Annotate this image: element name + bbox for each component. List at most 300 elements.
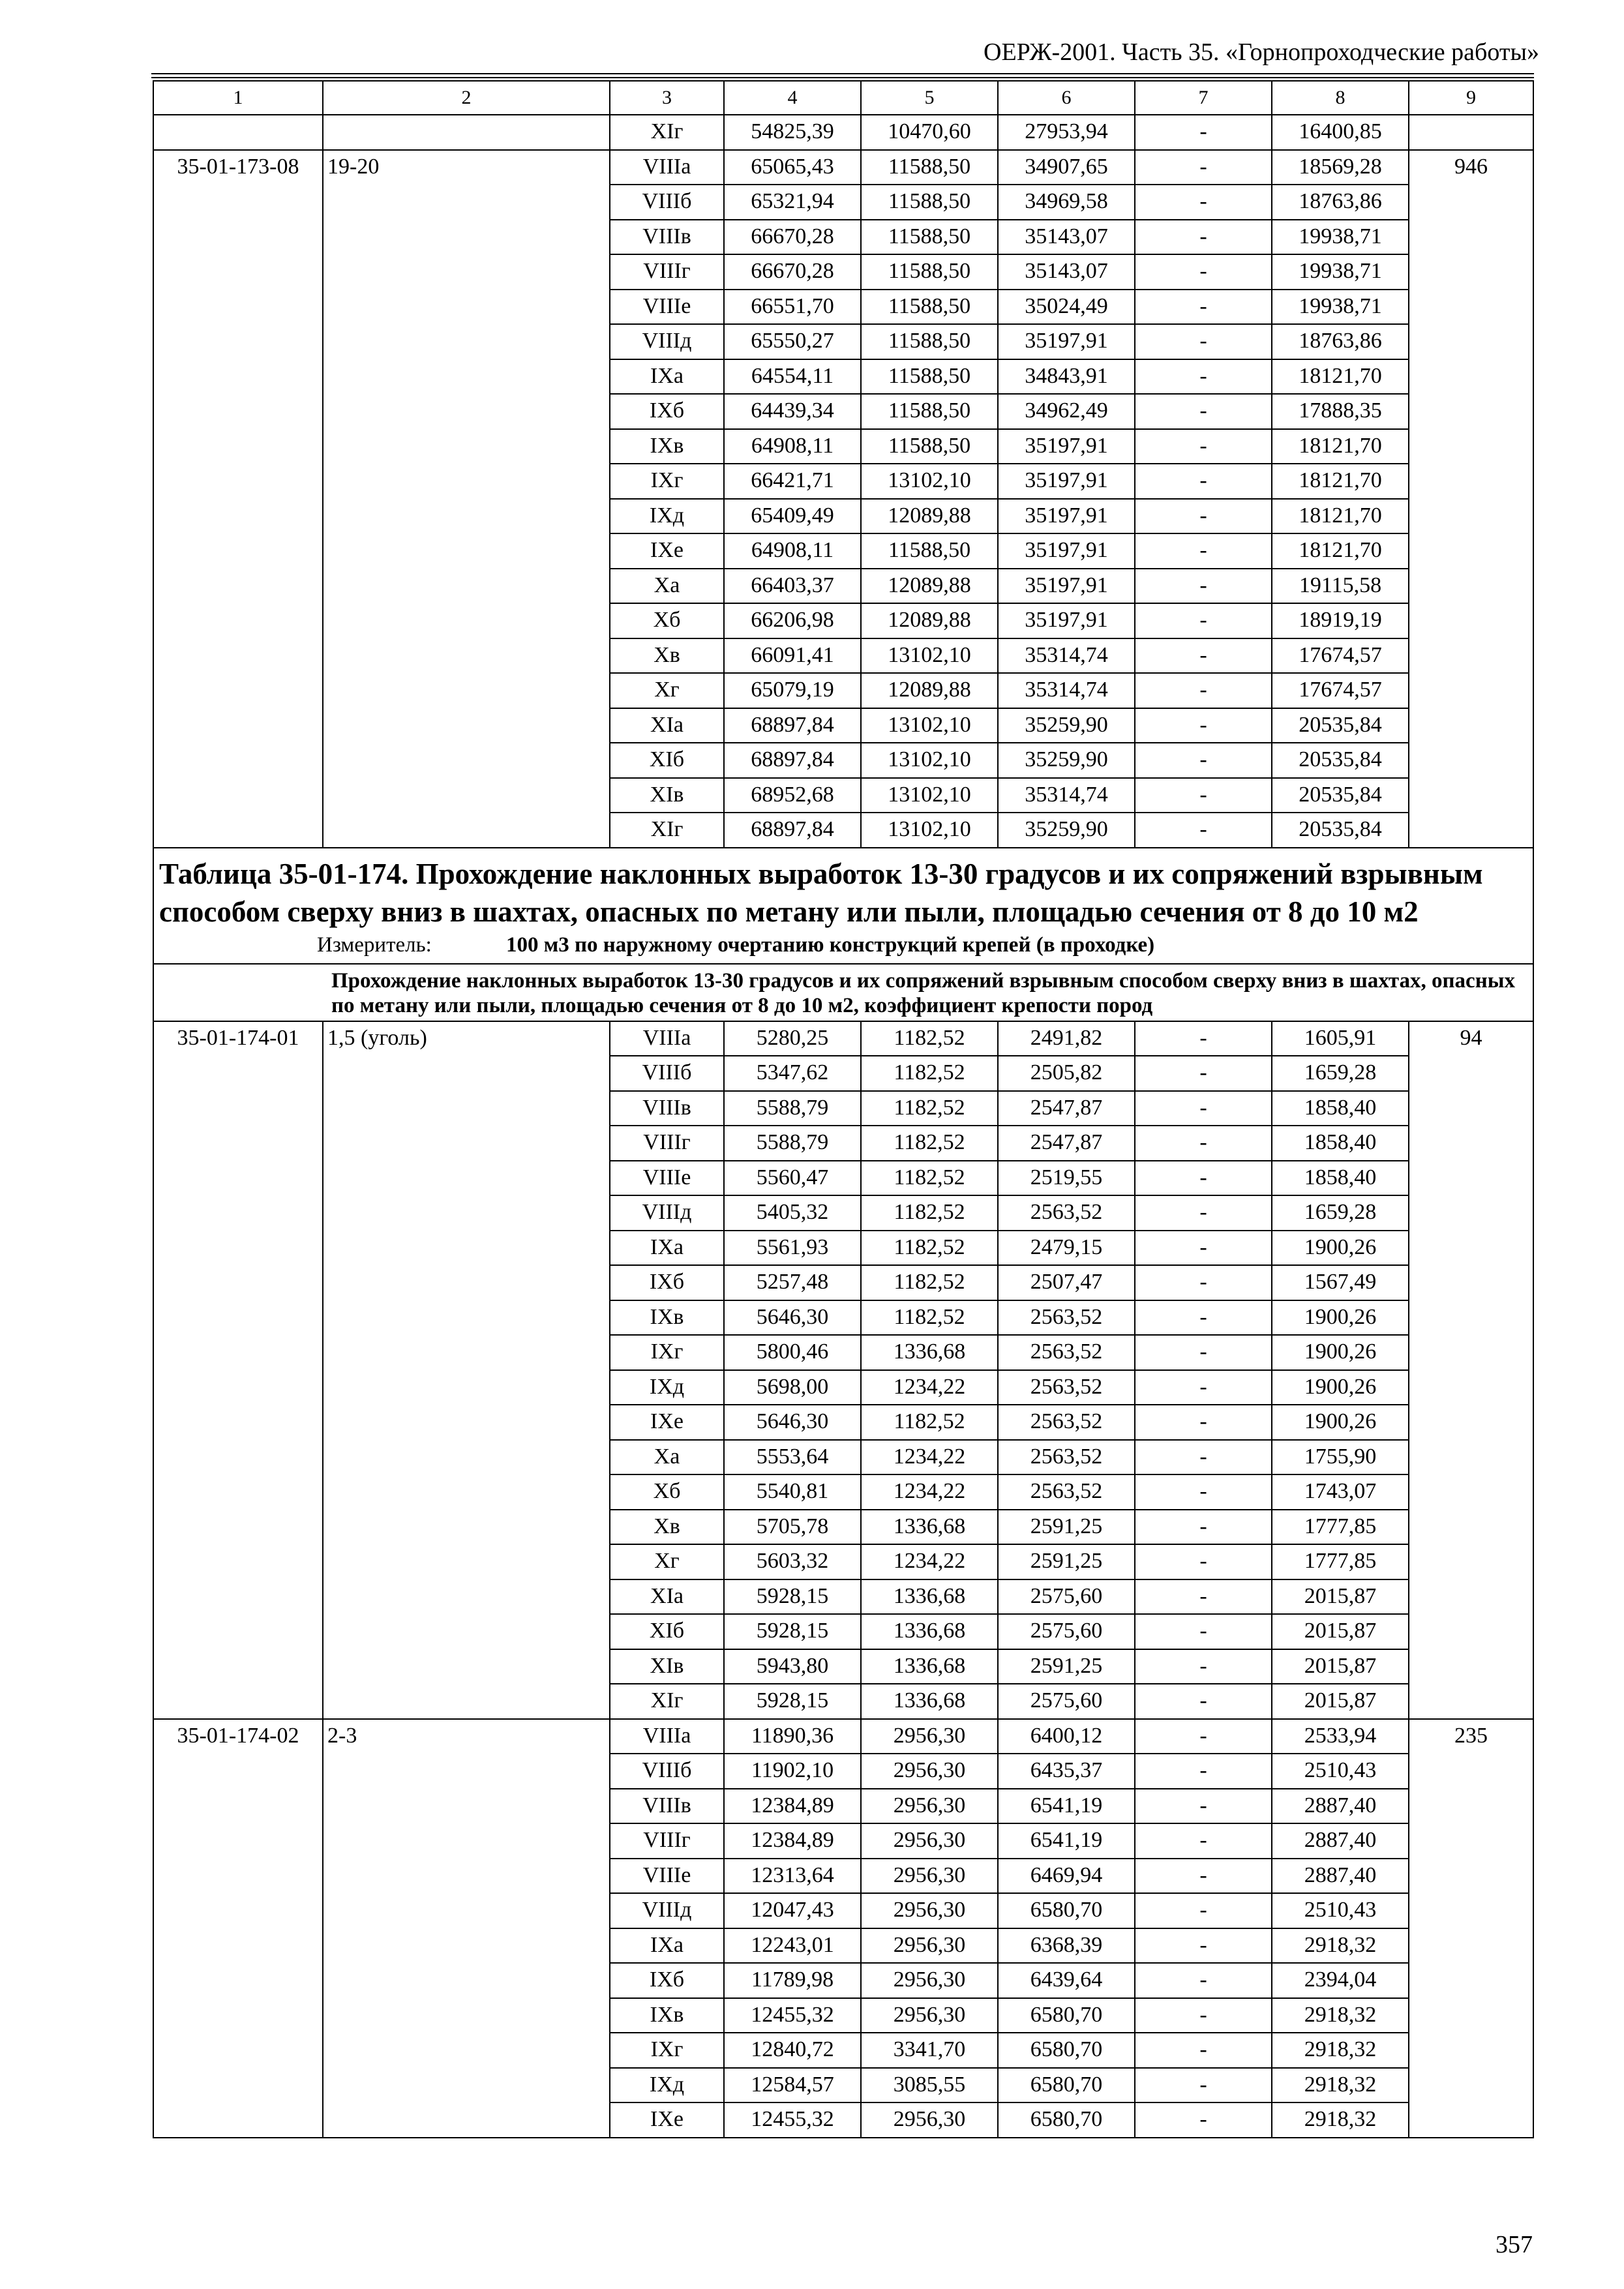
machine-cost: 35197,91 [998,429,1135,464]
labor-cost: 1182,52 [861,1091,998,1126]
machine-cost: 2575,60 [998,1579,1135,1615]
labor-cost: 11588,50 [861,220,998,255]
machine-cost: 2505,82 [998,1056,1135,1091]
including-operators-cost: - [1135,1126,1272,1161]
machine-cost: 35197,91 [998,324,1135,359]
machine-cost: 35024,49 [998,290,1135,325]
labor-cost: 2956,30 [861,1963,998,1998]
including-operators-cost: - [1135,813,1272,848]
materials-cost: 2918,32 [1272,2102,1409,2138]
machine-cost: 35197,91 [998,603,1135,638]
ebs-group: IXв [610,1300,724,1336]
materials-cost: 2394,04 [1272,1963,1409,1998]
including-operators-cost: - [1135,1579,1272,1615]
materials-cost: 2533,94 [1272,1719,1409,1754]
machine-cost: 35143,07 [998,220,1135,255]
measure-line [159,932,1527,958]
including-operators-cost: - [1135,1893,1272,1928]
machine-cost: 35197,91 [998,464,1135,499]
total-cost: 68952,68 [724,778,861,813]
ebs-group: XIг [610,115,724,150]
total-cost: 54825,39 [724,115,861,150]
machine-cost: 35143,07 [998,254,1135,290]
measure-label: Измеритель: [317,933,432,957]
labor-cost: 11588,50 [861,150,998,185]
total-cost: 12384,89 [724,1789,861,1824]
total-cost: 65409,49 [724,499,861,534]
total-cost: 12840,72 [724,2033,861,2068]
materials-cost: 2887,40 [1272,1823,1409,1859]
labor-hours: 946 [1409,150,1533,848]
machine-cost: 2547,87 [998,1126,1135,1161]
materials-cost: 1755,90 [1272,1440,1409,1475]
including-operators-cost: - [1135,1789,1272,1824]
including-operators-cost: - [1135,1021,1272,1056]
labor-cost: 1336,68 [861,1510,998,1545]
total-cost: 5928,15 [724,1684,861,1719]
including-operators-cost: - [1135,1859,1272,1894]
ebs-group: IXа [610,1231,724,1266]
machine-cost: 35314,74 [998,778,1135,813]
materials-cost: 18121,70 [1272,499,1409,534]
materials-cost: 18763,86 [1272,185,1409,220]
materials-cost: 20535,84 [1272,778,1409,813]
materials-cost: 2887,40 [1272,1789,1409,1824]
labor-cost: 2956,30 [861,1754,998,1789]
materials-cost: 19938,71 [1272,254,1409,290]
ebs-group: Xг [610,1544,724,1579]
table-row [153,1719,1533,1754]
materials-cost: 2918,32 [1272,1928,1409,1964]
total-cost: 5405,32 [724,1195,861,1231]
ebs-group: IXб [610,394,724,429]
machine-cost: 6580,70 [998,1998,1135,2033]
materials-cost: 2918,32 [1272,1998,1409,2033]
machine-cost: 2591,25 [998,1649,1135,1684]
ebs-group: VIIIв [610,1789,724,1824]
total-cost: 66421,71 [724,464,861,499]
table-title-cell [153,848,1533,964]
materials-cost: 2918,32 [1272,2033,1409,2068]
total-cost: 12243,01 [724,1928,861,1964]
ebs-group: XIг [610,813,724,848]
materials-cost: 1659,28 [1272,1056,1409,1091]
total-cost: 11789,98 [724,1963,861,1998]
labor-cost: 13102,10 [861,464,998,499]
machine-cost: 35314,74 [998,638,1135,674]
total-cost: 11890,36 [724,1719,861,1754]
total-cost: 12455,32 [724,2102,861,2138]
including-operators-cost: - [1135,533,1272,569]
labor-cost: 1182,52 [861,1405,998,1440]
column-number: 8 [1272,81,1409,115]
labor-cost: 2956,30 [861,1719,998,1754]
machine-cost: 2591,25 [998,1544,1135,1579]
including-operators-cost: - [1135,708,1272,743]
machine-cost: 34843,91 [998,359,1135,395]
machine-cost: 6439,64 [998,1963,1135,1998]
labor-cost: 2956,30 [861,1859,998,1894]
labor-cost: 13102,10 [861,743,998,778]
ebs-group: IXд [610,2068,724,2103]
labor-cost: 1336,68 [861,1335,998,1370]
including-operators-cost: - [1135,1161,1272,1196]
including-operators-cost: - [1135,1719,1272,1754]
rate-code [153,115,323,150]
ebs-group: XIг [610,1684,724,1719]
labor-cost: 1234,22 [861,1474,998,1510]
machine-cost: 6435,37 [998,1754,1135,1789]
total-cost: 5928,15 [724,1614,861,1649]
ebs-group: IXв [610,1998,724,2033]
rate-code: 35-01-173-08 [153,150,323,848]
labor-cost: 1234,22 [861,1544,998,1579]
labor-cost: 2956,30 [861,2102,998,2138]
materials-cost: 20535,84 [1272,708,1409,743]
labor-cost: 3085,55 [861,2068,998,2103]
including-operators-cost: - [1135,2033,1272,2068]
materials-cost: 2887,40 [1272,1859,1409,1894]
machine-cost: 6368,39 [998,1928,1135,1964]
materials-cost: 2015,87 [1272,1579,1409,1615]
machine-cost: 2575,60 [998,1614,1135,1649]
total-cost: 5698,00 [724,1370,861,1405]
labor-cost: 1182,52 [861,1056,998,1091]
page-number: 357 [1496,2231,1533,2258]
materials-cost: 18121,70 [1272,429,1409,464]
column-number: 4 [724,81,861,115]
materials-cost: 1858,40 [1272,1091,1409,1126]
rate-code: 35-01-174-01 [153,1021,323,1719]
including-operators-cost: - [1135,1370,1272,1405]
machine-cost: 2563,52 [998,1195,1135,1231]
including-operators-cost: - [1135,1754,1272,1789]
labor-cost: 1182,52 [861,1300,998,1336]
including-operators-cost: - [1135,1544,1272,1579]
materials-cost: 18919,19 [1272,603,1409,638]
total-cost: 65550,27 [724,324,861,359]
labor-cost: 1182,52 [861,1126,998,1161]
total-cost: 5347,62 [724,1056,861,1091]
labor-cost: 1336,68 [861,1579,998,1615]
ebs-group: IXг [610,2033,724,2068]
ebs-group: Xв [610,1510,724,1545]
materials-cost: 1900,26 [1272,1370,1409,1405]
column-number-row [153,81,1533,115]
including-operators-cost: - [1135,743,1272,778]
table-title-row [153,848,1533,964]
materials-cost: 2510,43 [1272,1893,1409,1928]
machine-cost: 2563,52 [998,1300,1135,1336]
including-operators-cost: - [1135,1335,1272,1370]
ebs-group: VIIIе [610,1859,724,1894]
including-operators-cost: - [1135,1091,1272,1126]
ebs-group: XIа [610,1579,724,1615]
column-number: 7 [1135,81,1272,115]
total-cost: 5280,25 [724,1021,861,1056]
labor-hours: 94 [1409,1021,1533,1719]
labor-cost: 1234,22 [861,1370,998,1405]
total-cost: 66206,98 [724,603,861,638]
ebs-group: IXа [610,359,724,395]
labor-cost: 11588,50 [861,533,998,569]
total-cost: 12455,32 [724,1998,861,2033]
ebs-group: VIIIв [610,220,724,255]
total-cost: 64439,34 [724,394,861,429]
total-cost: 11902,10 [724,1754,861,1789]
labor-cost: 12089,88 [861,569,998,604]
labor-hours: 235 [1409,1719,1533,2138]
total-cost: 66670,28 [724,220,861,255]
including-operators-cost: - [1135,1405,1272,1440]
including-operators-cost: - [1135,569,1272,604]
including-operators-cost: - [1135,220,1272,255]
materials-cost: 1900,26 [1272,1231,1409,1266]
labor-cost: 1182,52 [861,1231,998,1266]
rates-table-body [153,81,1533,2138]
materials-cost: 1900,26 [1272,1300,1409,1336]
ebs-group: IXв [610,429,724,464]
materials-cost: 18569,28 [1272,150,1409,185]
ebs-group: XIа [610,708,724,743]
ebs-group: Xа [610,1440,724,1475]
total-cost: 66551,70 [724,290,861,325]
ebs-group: XIв [610,1649,724,1684]
including-operators-cost: - [1135,2102,1272,2138]
machine-cost: 2591,25 [998,1510,1135,1545]
total-cost: 5588,79 [724,1091,861,1126]
labor-cost: 10470,60 [861,115,998,150]
including-operators-cost: - [1135,1998,1272,2033]
including-operators-cost: - [1135,1928,1272,1964]
labor-cost: 1336,68 [861,1684,998,1719]
machine-cost: 2563,52 [998,1335,1135,1370]
ebs-group: IXе [610,1405,724,1440]
including-operators-cost: - [1135,1440,1272,1475]
total-cost: 5540,81 [724,1474,861,1510]
ebs-group: Xб [610,1474,724,1510]
labor-hours [1409,115,1533,150]
table-subtitle-row [153,964,1533,1021]
ebs-group: VIIIа [610,150,724,185]
rates-table [153,80,1534,2138]
table-row [153,115,1533,150]
materials-cost: 18121,70 [1272,464,1409,499]
materials-cost: 1777,85 [1272,1544,1409,1579]
materials-cost: 19938,71 [1272,220,1409,255]
total-cost: 12313,64 [724,1859,861,1894]
labor-cost: 2956,30 [861,1893,998,1928]
including-operators-cost: - [1135,603,1272,638]
total-cost: 66670,28 [724,254,861,290]
materials-cost: 18121,70 [1272,533,1409,569]
machine-cost: 6541,19 [998,1823,1135,1859]
materials-cost: 1858,40 [1272,1161,1409,1196]
total-cost: 5603,32 [724,1544,861,1579]
total-cost: 66091,41 [724,638,861,674]
machine-cost: 6580,70 [998,1893,1135,1928]
column-number: 2 [323,81,610,115]
column-number: 3 [610,81,724,115]
machine-cost: 35197,91 [998,569,1135,604]
labor-cost: 11588,50 [861,394,998,429]
materials-cost: 2015,87 [1272,1684,1409,1719]
ebs-group: Xг [610,673,724,708]
ebs-group: VIIIа [610,1021,724,1056]
materials-cost: 18763,86 [1272,324,1409,359]
labor-cost: 1182,52 [861,1195,998,1231]
labor-cost: 1234,22 [861,1440,998,1475]
machine-cost: 27953,94 [998,115,1135,150]
labor-cost: 13102,10 [861,708,998,743]
materials-cost: 16400,85 [1272,115,1409,150]
ebs-group: VIIIд [610,324,724,359]
total-cost: 68897,84 [724,708,861,743]
including-operators-cost: - [1135,2068,1272,2103]
labor-cost: 12089,88 [861,673,998,708]
labor-cost: 13102,10 [861,638,998,674]
ebs-group: VIIIв [610,1091,724,1126]
ebs-group: IXд [610,499,724,534]
ebs-group: IXа [610,1928,724,1964]
total-cost: 12384,89 [724,1823,861,1859]
machine-cost: 34962,49 [998,394,1135,429]
ebs-group: IXе [610,2102,724,2138]
total-cost: 5705,78 [724,1510,861,1545]
total-cost: 5646,30 [724,1300,861,1336]
machine-cost: 6469,94 [998,1859,1135,1894]
table-subtitle: Прохождение наклонных выработок 13-30 градусов и их сопряжений взрывным способом сверху вниз в шахтах, опасных по метану или пыли, площадью сечения от 8 до 10 м2, коэффициент крепости пород [331,968,1515,1017]
materials-cost: 1858,40 [1272,1126,1409,1161]
including-operators-cost: - [1135,464,1272,499]
total-cost: 65321,94 [724,185,861,220]
materials-cost: 2918,32 [1272,2068,1409,2103]
page-header: ОЕРЖ-2001. Часть 35. «Горнопроходческие работы» [984,38,1539,66]
table-row [153,1021,1533,1056]
materials-cost: 20535,84 [1272,813,1409,848]
table-title: Таблица 35-01-174. Прохождение наклонных выработок 13-30 градусов и их сопряжений взрывным способом сверху вниз в шахтах, опасных по метану или пыли, площадью сечения от 8 до 10 м2 [159,857,1483,928]
column-number: 1 [153,81,323,115]
materials-cost: 1567,49 [1272,1265,1409,1300]
machine-cost: 2479,15 [998,1231,1135,1266]
ebs-group: IXе [610,533,724,569]
ebs-group: IXб [610,1963,724,1998]
machine-cost: 35197,91 [998,499,1135,534]
including-operators-cost: - [1135,1823,1272,1859]
including-operators-cost: - [1135,673,1272,708]
machine-cost: 35259,90 [998,708,1135,743]
total-cost: 5943,80 [724,1649,861,1684]
ebs-group: VIIIг [610,254,724,290]
including-operators-cost: - [1135,1474,1272,1510]
materials-cost: 1743,07 [1272,1474,1409,1510]
including-operators-cost: - [1135,1684,1272,1719]
rock-hardness: 2-3 [323,1719,610,2138]
labor-cost: 2956,30 [861,1928,998,1964]
machine-cost: 2575,60 [998,1684,1135,1719]
total-cost: 5560,47 [724,1161,861,1196]
machine-cost: 6580,70 [998,2068,1135,2103]
including-operators-cost: - [1135,254,1272,290]
total-cost: 65079,19 [724,673,861,708]
ebs-group: VIIIб [610,185,724,220]
including-operators-cost: - [1135,778,1272,813]
machine-cost: 6580,70 [998,2102,1135,2138]
materials-cost: 1900,26 [1272,1405,1409,1440]
labor-cost: 1336,68 [861,1649,998,1684]
including-operators-cost: - [1135,1231,1272,1266]
materials-cost: 17674,57 [1272,673,1409,708]
materials-cost: 18121,70 [1272,359,1409,395]
column-number: 9 [1409,81,1533,115]
ebs-group: VIIIе [610,290,724,325]
labor-cost: 1182,52 [861,1161,998,1196]
column-number: 5 [861,81,998,115]
materials-cost: 1900,26 [1272,1335,1409,1370]
machine-cost: 2507,47 [998,1265,1135,1300]
labor-cost: 1182,52 [861,1265,998,1300]
materials-cost: 19115,58 [1272,569,1409,604]
machine-cost: 34969,58 [998,185,1135,220]
including-operators-cost: - [1135,394,1272,429]
machine-cost: 2563,52 [998,1370,1135,1405]
machine-cost: 35259,90 [998,813,1135,848]
labor-cost: 3341,70 [861,2033,998,2068]
total-cost: 12584,57 [724,2068,861,2103]
machine-cost: 35259,90 [998,743,1135,778]
ebs-group: Xб [610,603,724,638]
machine-cost: 2563,52 [998,1474,1135,1510]
materials-cost: 1659,28 [1272,1195,1409,1231]
including-operators-cost: - [1135,290,1272,325]
machine-cost: 2519,55 [998,1161,1135,1196]
including-operators-cost: - [1135,429,1272,464]
machine-cost: 6400,12 [998,1719,1135,1754]
ebs-group: IXд [610,1370,724,1405]
ebs-group: VIIIб [610,1754,724,1789]
labor-cost: 13102,10 [861,813,998,848]
materials-cost: 20535,84 [1272,743,1409,778]
header-rule [151,77,1534,78]
total-cost: 5800,46 [724,1335,861,1370]
total-cost: 12047,43 [724,1893,861,1928]
labor-cost: 11588,50 [861,429,998,464]
ebs-group: VIIIд [610,1195,724,1231]
including-operators-cost: - [1135,499,1272,534]
ebs-group: VIIIг [610,1823,724,1859]
ebs-group: IXг [610,464,724,499]
ebs-group: VIIIд [610,1893,724,1928]
machine-cost: 6541,19 [998,1789,1135,1824]
including-operators-cost: - [1135,150,1272,185]
including-operators-cost: - [1135,324,1272,359]
rock-hardness: 1,5 (уголь) [323,1021,610,1719]
including-operators-cost: - [1135,359,1272,395]
labor-cost: 1336,68 [861,1614,998,1649]
ebs-group: VIIIб [610,1056,724,1091]
machine-cost: 35197,91 [998,533,1135,569]
total-cost: 68897,84 [724,743,861,778]
ebs-group: VIIIе [610,1161,724,1196]
including-operators-cost: - [1135,1056,1272,1091]
total-cost: 66403,37 [724,569,861,604]
including-operators-cost: - [1135,115,1272,150]
table-row [153,150,1533,185]
ebs-group: XIв [610,778,724,813]
materials-cost: 17888,35 [1272,394,1409,429]
labor-cost: 1182,52 [861,1021,998,1056]
ebs-group: XIб [610,743,724,778]
